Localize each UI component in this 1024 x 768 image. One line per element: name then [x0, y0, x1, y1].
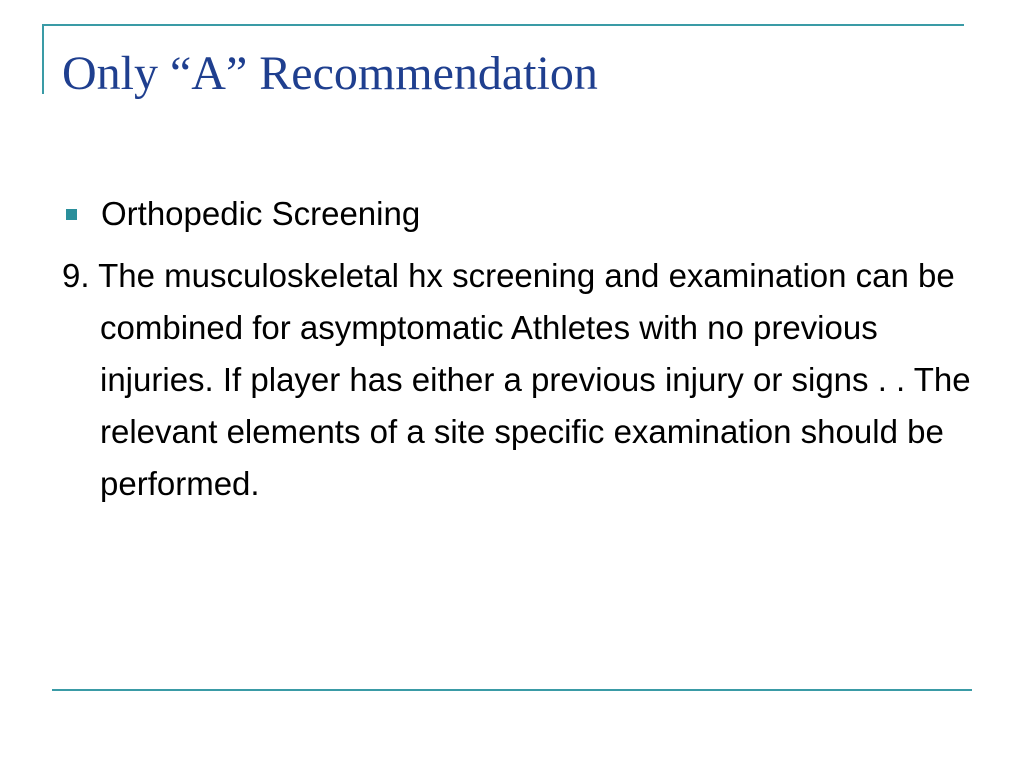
bottom-divider: [52, 689, 972, 691]
bullet-item: [66, 190, 420, 238]
square-bullet-icon: [66, 209, 77, 220]
title-frame-top-line: [42, 24, 964, 26]
title-frame-left-line: [42, 24, 44, 94]
bullet-text: Orthopedic Screening: [101, 195, 421, 232]
slide-title: Only “A” Recommendation: [62, 47, 598, 100]
numbered-item-text: 9. The musculoskeletal hx screening and examination can be combined for asymptomatic Athletes with no previous injuries. If player has either a previous injury or signs . . The relevant elements of a site specific examination should be performed.: [62, 257, 971, 502]
